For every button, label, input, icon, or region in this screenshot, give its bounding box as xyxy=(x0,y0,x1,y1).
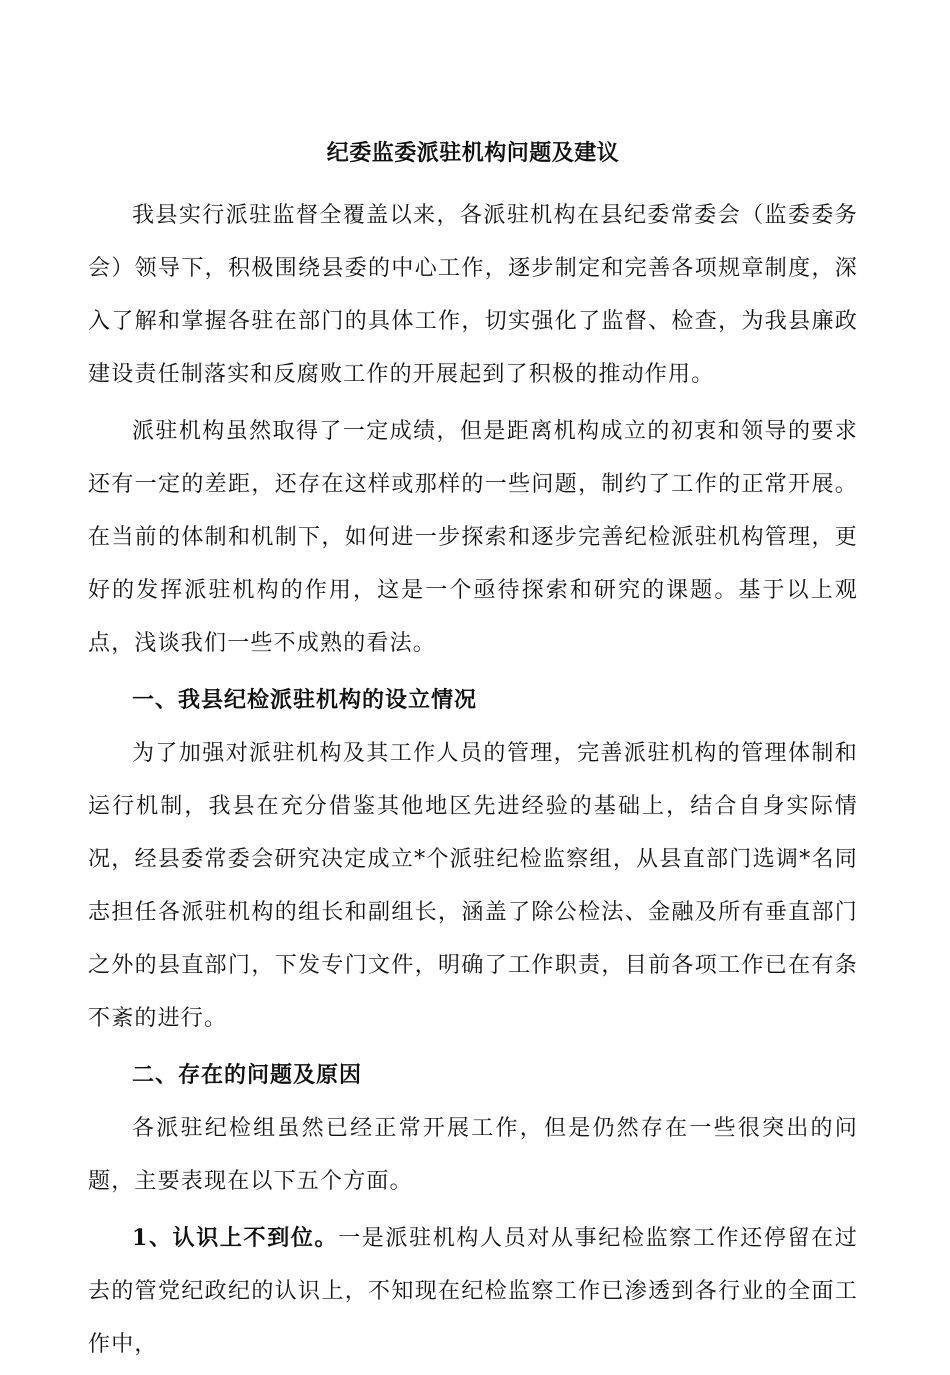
intro-paragraph-1: 我县实行派驻监督全覆盖以来，各派驻机构在县纪委常委会（监委委务会）领导下，积极围绕县委的中心工作，逐步制定和完善各项规章制度，深入了解和掌握各驻在部门的具体工作，切实强化了监督、检查，为我县廉政建设责任制落实和反腐败工作的开展起到了积极的推动作用。 xyxy=(88,203,858,387)
point-1-lead: 1、认识上不到位。 xyxy=(132,1225,339,1251)
point-1-text: 一是派驻机构人员对从事纪检监察工作还停留在过去的管党纪政纪的认识上，不知现在纪检监察工作已渗透到各行业的全面工作中， xyxy=(88,1226,858,1357)
intro-paragraph-2: 派驻机构虽然取得了一定成绩，但是距离机构成立的初衷和领导的要求还有一定的差距，还存在这样或那样的一些问题，制约了工作的正常开展。在当前的体制和机制下，如何进一步探索和逐步完善纪检派驻机构管理，更好的发挥派驻机构的作用，这是一个亟待探索和研究的课题。基于以上观点，浅谈我们一些不成熟的看法。 xyxy=(88,419,858,656)
section-1-paragraph: 为了加强对派驻机构及其工作人员的管理，完善派驻机构的管理体制和运行机制，我县在充分借鉴其他地区先进经验的基础上，结合自身实际情况，经县委常委会研究决定成立*个派驻纪检监察组，从县直部门选调*名同志担任各派驻机构的组长和副组长，涵盖了除公检法、金融及所有垂直部门之外的县直部门，下发专门文件，明确了工作职责，目前各项工作已在有条不紊的进行。 xyxy=(88,741,858,1031)
section-2-paragraph: 各派驻纪检组虽然已经正常开展工作，但是仍然存在一些很突出的问题，主要表现在以下五个方面。 xyxy=(88,1116,858,1194)
document-title: 纪委监委派驻机构问题及建议 xyxy=(326,140,620,166)
section-1-heading: 一、我县纪检派驻机构的设立情况 xyxy=(132,687,478,713)
point-1-paragraph xyxy=(88,1212,858,1371)
section-2-heading: 二、存在的问题及原因 xyxy=(132,1062,363,1088)
document-body xyxy=(88,133,858,1375)
